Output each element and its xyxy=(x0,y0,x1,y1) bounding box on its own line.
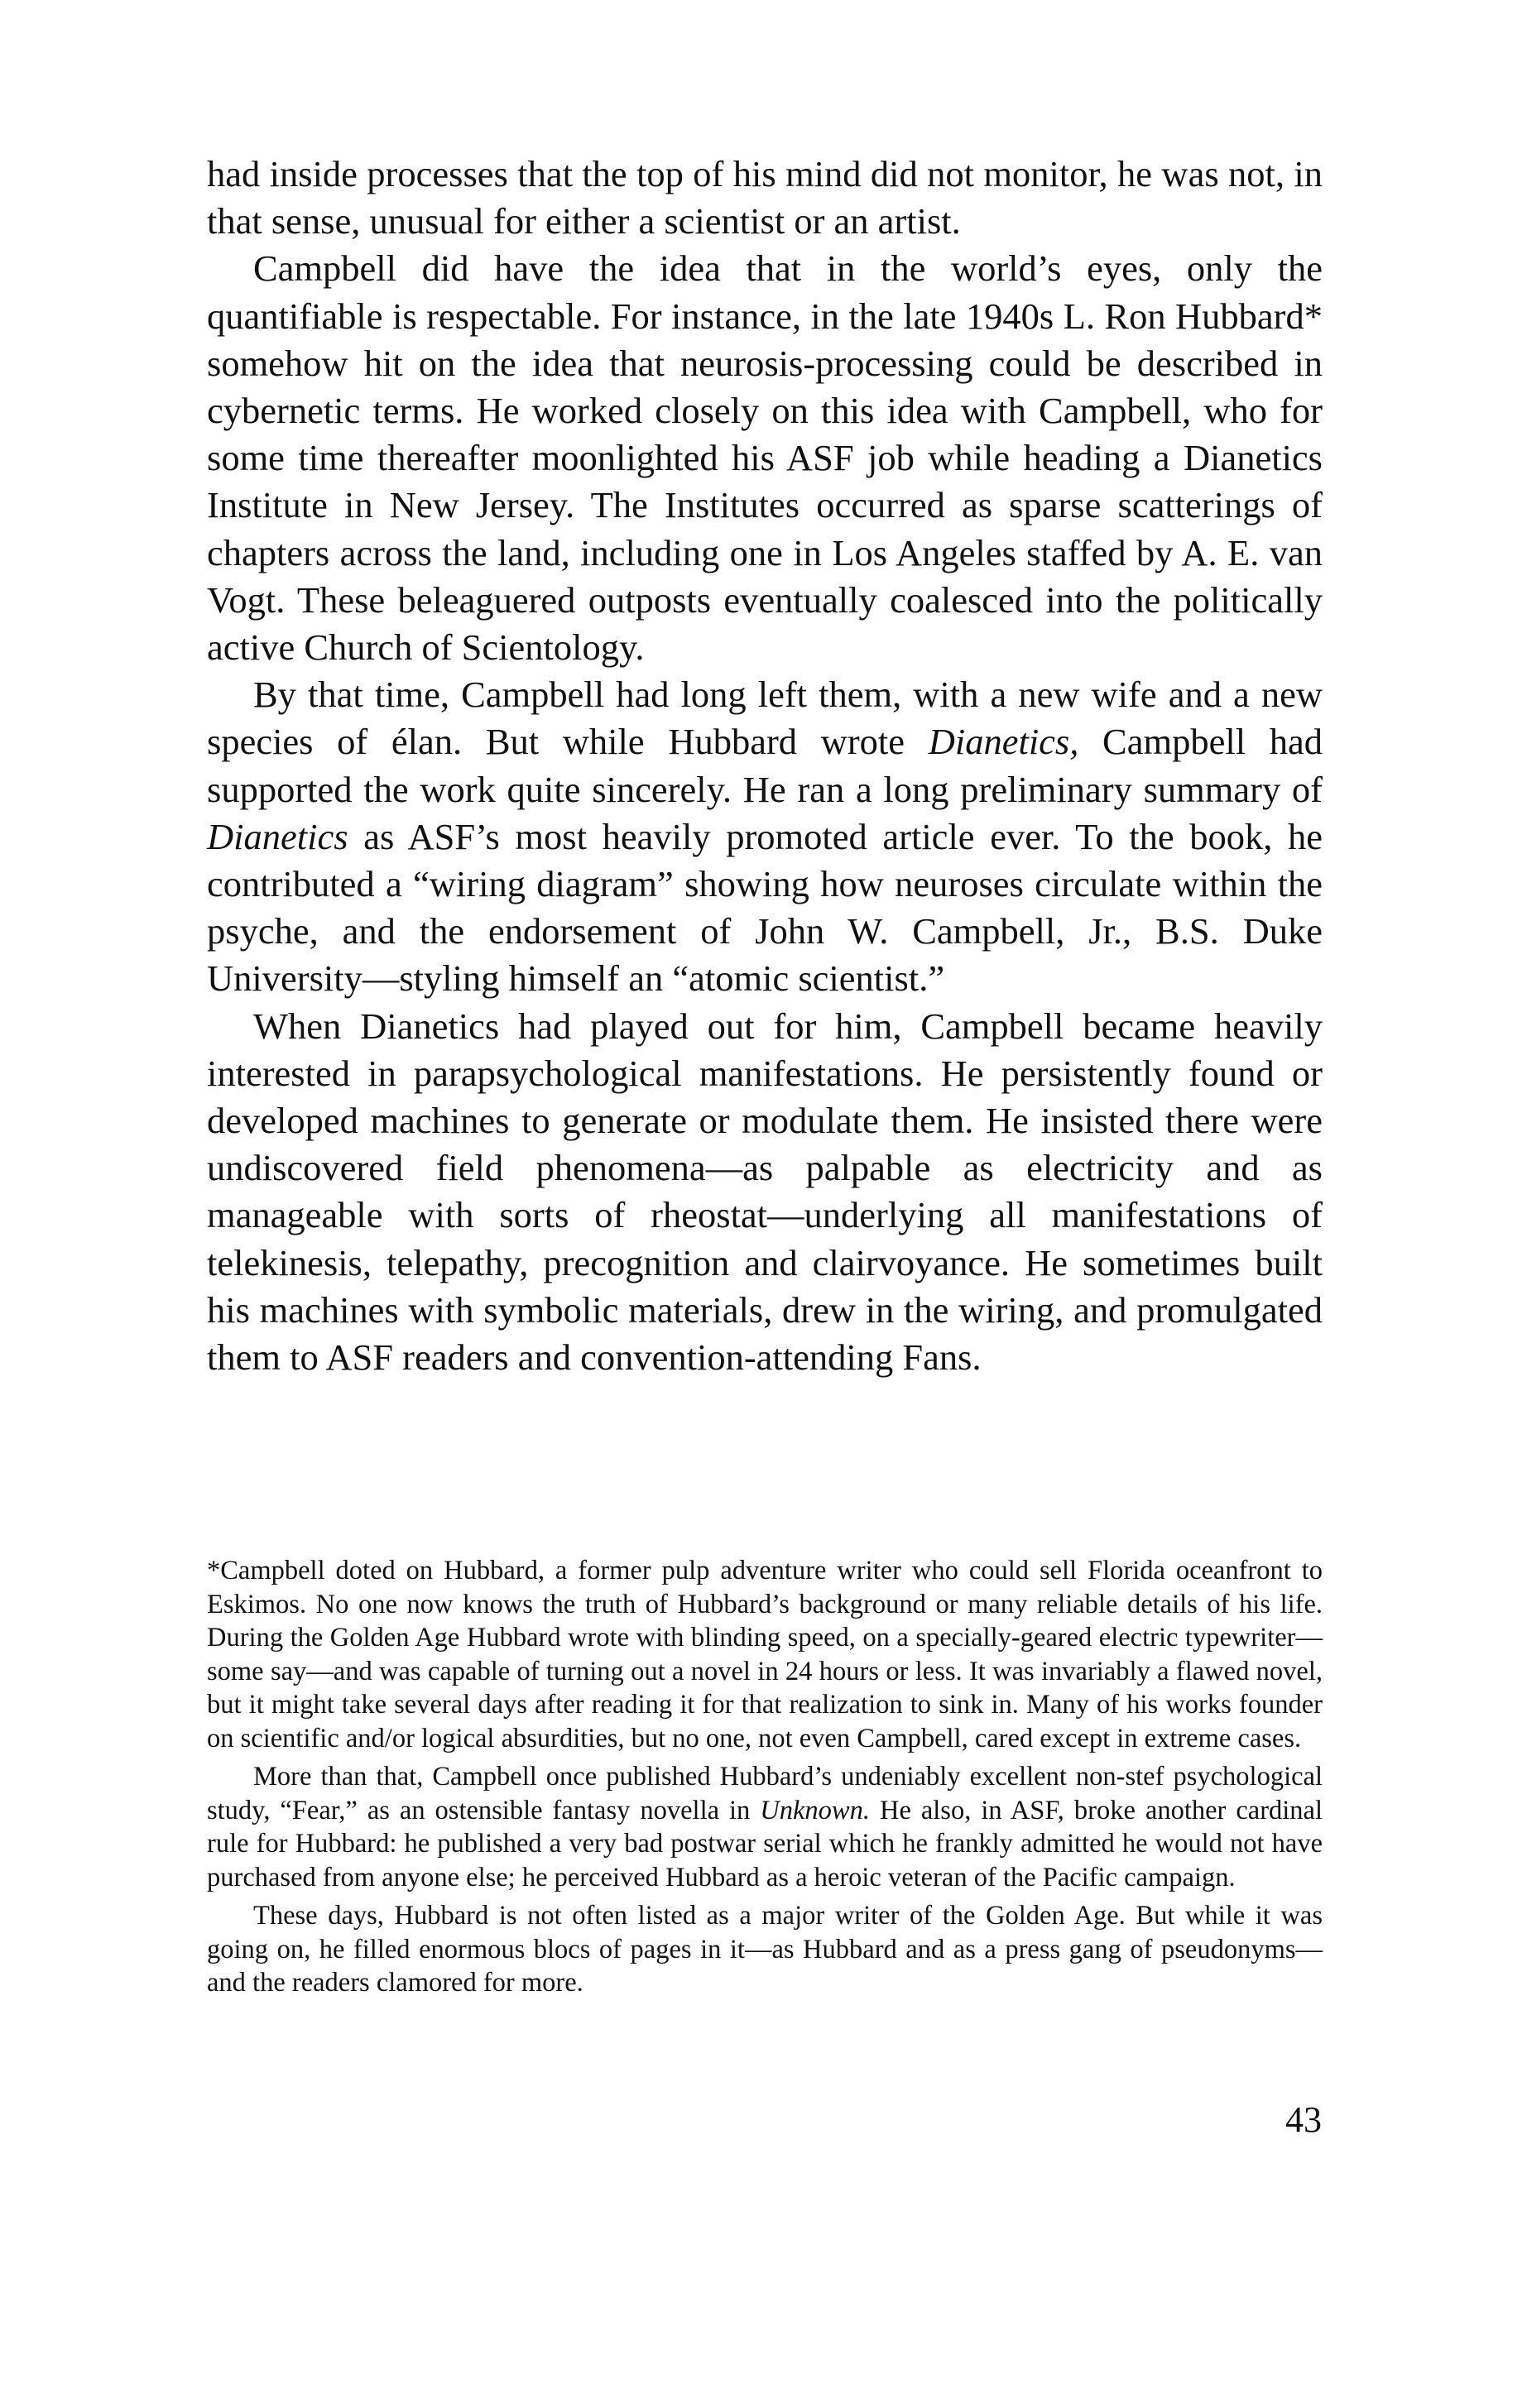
body-text-run: as ASF’s most heavily promoted article ever. To the book, he contributed a “wiring diagram” showing how neuroses circulate within the psyche, and the endorsement of John W. Campbell, Jr., B.S. Duke University—styling himself an “atomic scientist.” xyxy=(207,815,1323,1000)
body-paragraph xyxy=(207,151,1323,245)
footnote-text-run: More than that, Campbell once published Hubbard’s undeniably excellent non-stef psychological study, “Fear,” as an ostensible fantasy novella in xyxy=(207,1762,1323,1825)
body-text-run: had inside processes that the top of his mind did not monitor, he was not, in that sense, unusual for either a scientist or an artist. xyxy=(207,153,1323,242)
book-title-dianetics: Dianetics xyxy=(207,815,348,857)
body-text xyxy=(207,151,1323,1381)
footnote-paragraph xyxy=(207,1899,1323,2000)
body-paragraph xyxy=(207,1003,1323,1382)
footnote-paragraph xyxy=(207,1554,1323,1755)
magazine-title-unknown: Unknown. xyxy=(760,1795,870,1825)
body-text-run: By that time, Campbell had long left them, with a new wife and a new species of élan. But while Hubbard wrote xyxy=(207,674,1323,763)
footnote-text-run: These days, Hubbard is not often listed as a major writer of the Golden Age. But while it was going on, he filled enormous blocs of pages in it—as Hubbard and as a press gang of pseudonyms—and the readers clamored for more. xyxy=(207,1901,1323,1998)
footnote-text-run: *Campbell doted on Hubbard, a former pulp adventure writer who could sell Florida oceanfront to Eskimos. No one now knows the truth of Hubbard’s background or many reliable details of his life. During the Golden Age Hubbard wrote with blinding speed, on a specially-geared electric typewriter—some say—and was capable of turning out a novel in 24 hours or less. It was invariably a flawed novel, but it might take several days after reading it for that realization to sink in. Many of his works founder on scientific and/or logical absurdities, but no one, not even Campbell, cared except in extreme cases. xyxy=(207,1556,1323,1753)
body-text-run: Campbell had supported the work quite sincerely. He ran a long preliminary summary of xyxy=(207,721,1323,810)
body-text-run: When Dianetics had played out for him, Campbell became heavily interested in parapsychological manifestations. He persistently found or developed machines to generate or modulate them. He insisted there were undiscovered field phenomena—as palpable as electricity and as manageable with sorts of rheostat—underlying all manifestations of telekinesis, telepathy, precognition and clairvoyance. He sometimes built his machines with symbolic materials, drew in the wiring, and promulgated them to ASF readers and convention-attending Fans. xyxy=(207,1005,1323,1379)
body-paragraph xyxy=(207,671,1323,1002)
footnote-block xyxy=(207,1554,1323,2000)
page-number: 43 xyxy=(1285,2099,1322,2140)
book-title-dianetics: Dianetics, xyxy=(928,721,1079,763)
body-paragraph xyxy=(207,245,1323,671)
footnote-text-run: He also, in ASF, broke another cardinal rule for Hubbard: he published a very bad postwar serial which he frankly admitted he would not have purchased from anyone else; he perceived Hubbard as a heroic veteran of the Pacific campaign. xyxy=(207,1795,1323,1892)
footnote-paragraph xyxy=(207,1760,1323,1894)
body-text-run: Campbell did have the idea that in the world’s eyes, only the quantifiable is respectable. For instance, in the late 1940s L. Ron Hubbard* somehow hit on the idea that neurosis-processing could be described in cybernetic terms. He worked closely on this idea with Campbell, who for some time thereafter moonlighted his ASF job while heading a Dianetics Institute in New Jersey. The Institutes occurred as sparse scatterings of chapters across the land, including one in Los Angeles staffed by A. E. van Vogt. These beleaguered outposts eventually coalesced into the politically active Church of Scientology. xyxy=(207,247,1323,669)
